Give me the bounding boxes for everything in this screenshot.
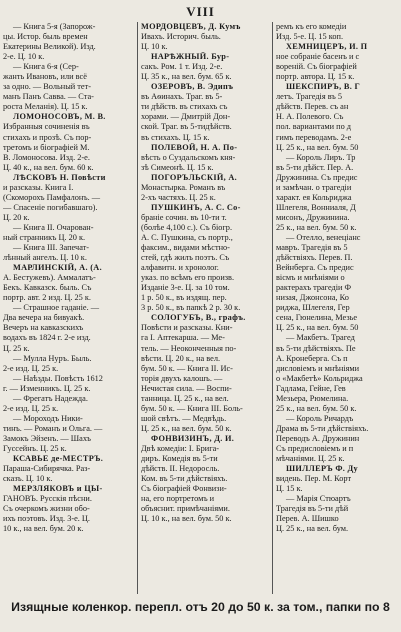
- catalog-line: Ц. 25 к., на вел. бум.: [276, 524, 349, 534]
- catalog-line: А. Кронеберга. Съ п: [276, 353, 348, 363]
- catalog-line: дѣйств. Перев. съ ан: [276, 102, 349, 112]
- catalog-line: алфавитн. и хронолог.: [141, 263, 219, 273]
- catalog-line: Параша-Сибирячка. Раз-: [3, 464, 91, 474]
- catalog-line: бум. 50 к. — Книга III. Боль-: [141, 403, 243, 413]
- catalog-line: 2-е. Ц. 10 к.: [3, 52, 45, 62]
- catalog-line: Перев. А. Шишко: [276, 514, 339, 524]
- catalog-line: — Спасеніе погибавшаго).: [3, 202, 98, 212]
- catalog-line: — Король Лиръ. Тр: [286, 152, 356, 162]
- catalog-line: въ Аѳинахъ. Траг. въ 5-: [141, 92, 223, 102]
- catalog-line: вореній. Съ біографіей: [276, 62, 357, 72]
- column-3: [272, 22, 401, 594]
- catalog-line: ХЕМНИЦЕРЪ, И. П: [286, 42, 368, 52]
- catalog-line: портр. авт. 2 изд. Ц. 25 к.: [3, 293, 91, 303]
- catalog-line: — Фрегатъ Надежда.: [13, 393, 88, 403]
- catalog-line: стей, гдѣ жилъ поэтъ. Съ: [141, 253, 230, 263]
- catalog-line: летъ. Трагедія въ 5: [276, 92, 342, 102]
- catalog-line: ской. Траг. въ 5-тидѣйств.: [141, 122, 232, 132]
- catalog-line: о «Макбетѣ» Кольриджа: [276, 373, 363, 383]
- catalog-line: Н. А. Полевого. Съ: [276, 112, 344, 122]
- catalog-line: танница. Ц. 25 к., на вел.: [141, 393, 229, 403]
- catalog-line: за одно. — Вольный тет-: [3, 82, 91, 92]
- catalog-line: Гадлама, Гейне, Гев: [276, 383, 346, 393]
- catalog-line: 3 р. 50 к., въ папкѣ 2 р. 30 к.: [141, 303, 241, 313]
- catalog-line: цы. Истор. быль времен: [3, 32, 88, 42]
- catalog-line: г. — Изменникъ. Ц. 25 к.: [3, 383, 91, 393]
- catalog-line: тель. — Неоконченныя по-: [141, 343, 237, 353]
- catalog-line: 10 к., на вел. бум. 20 к.: [3, 524, 84, 534]
- catalog-line: Переводъ А. Дружинин: [276, 433, 360, 443]
- catalog-line: пол. вариантами по д: [276, 122, 352, 132]
- catalog-line: указ. по всѣмъ его произв.: [141, 273, 235, 283]
- catalog-line: ПУШКИНЪ, А. С. Со-: [151, 202, 241, 212]
- catalog-line: Трагедія въ 5-ти дѣй: [276, 504, 349, 514]
- catalog-line: риджа, Шлегеля, Гер: [276, 303, 350, 313]
- catalog-line: ихъ поэтовъ. Изд. 3-е. Ц.: [3, 514, 90, 524]
- catalog-line: — Книга II. Очарован-: [13, 222, 94, 232]
- catalog-line: Вечеръ на кавказскихъ: [3, 323, 84, 333]
- catalog-line: сена, Гюнелина, Мезье: [276, 313, 358, 323]
- catalog-line: манъ Панъ Савва. — Ста-: [3, 92, 94, 102]
- catalog-line: вѣсть о Суздальскомъ кня-: [141, 152, 236, 162]
- catalog-line: А. С. Пушкина, съ портр.,: [141, 232, 233, 242]
- catalog-line: третомъ и біографіей М.: [3, 142, 90, 152]
- catalog-line: гимъ переводамъ. 2-е: [276, 132, 352, 142]
- catalog-line: шой свѣтъ. — Медвѣдь.: [141, 413, 227, 423]
- catalog-line: Ц. 10 к., на вел. бум. 50 к.: [141, 514, 232, 524]
- catalog-line: Бекъ. Кавказск. быль. Съ: [3, 283, 92, 293]
- catalog-line: 25 к., на вел. бум. 50 к.: [276, 403, 357, 413]
- catalog-line: Драма въ 5-ти дѣйствіяхъ.: [276, 423, 369, 433]
- catalog-line: видень. Пер. М. Корт: [276, 474, 352, 484]
- catalog-line: Съ біографіей Фонвизи-: [141, 484, 227, 494]
- catalog-line: — Наѣзды. Повѣсть 1612: [13, 373, 103, 383]
- catalog-line: ремъ къ его комедіи: [276, 22, 347, 31]
- catalog-line: факсим., видами мѣстно-: [141, 243, 230, 253]
- column-2: [137, 22, 271, 594]
- catalog-line: на, его портретомъ и: [141, 494, 215, 504]
- catalog-line: 2-хъ частяхъ. Ц. 25 к.: [141, 192, 216, 202]
- catalog-line: въ 5-ти дѣйст. Пер. А.: [276, 162, 354, 172]
- catalog-line: Съ очеркомъ жизни обо-: [3, 504, 90, 514]
- catalog-line: 2-е изд. Ц. 25 к.: [3, 363, 59, 373]
- catalog-line: Екатерины Великой). Изд.: [3, 42, 96, 52]
- catalog-line: — Книга 6-я (Сер-: [13, 62, 79, 72]
- catalog-line: (Скоморохъ Памфалонъ. —: [3, 192, 101, 202]
- catalog-line: Гуссейнъ. Ц. 25 к.: [3, 443, 67, 453]
- catalog-line: ный странникъ Ц. 20 к.: [3, 232, 86, 242]
- catalog-line: ЛѢСКОВЪ Н. Повѣсти: [13, 172, 106, 182]
- catalog-line: Ц. 25 к.: [3, 343, 30, 353]
- catalog-line: Нечистая сила. — Воспи-: [141, 383, 232, 393]
- catalog-line: ШЕКСПИРЪ, В. Г: [286, 82, 361, 92]
- catalog-line: Съ предисловіемъ и п: [276, 443, 354, 453]
- catalog-line: диръ. Комедія въ 5-ти: [141, 454, 218, 464]
- catalog-line: рактерахъ трагедіи Ф: [276, 283, 352, 293]
- catalog-line: ФОНВИЗИНЪ, Д. И.: [151, 433, 235, 443]
- catalog-line: Ц. 20 к.: [3, 212, 30, 222]
- catalog-line: Дружинина. Съ предис: [276, 172, 358, 182]
- catalog-line: дисловіемъ и мнѣніями: [276, 363, 360, 373]
- catalog-line: НАРѢЖНЫЙ. Бур-: [151, 52, 230, 62]
- catalog-line: стихахъ и прозѣ. Съ пор-: [3, 132, 92, 142]
- catalog-line: хорами. — Дмитрій Дон-: [141, 112, 231, 122]
- catalog-line: Ц. 40 к., на вел. бум. 60 к.: [3, 162, 94, 172]
- catalog-line: браніе сочин. въ 10-ти т.: [141, 212, 227, 222]
- catalog-line: Ц. 15 к.: [276, 484, 303, 494]
- catalog-line: ПОГОРЪЛЬСКІЙ, А.: [151, 172, 238, 182]
- catalog-line: ти дѣйств. въ стихахъ съ: [141, 102, 228, 112]
- catalog-line: характ. ея Кольриджа: [276, 192, 352, 202]
- catalog-line: А. Бестужевъ). Аммалатъ-: [3, 273, 96, 283]
- catalog-line: ПОЛЕВОЙ, Н. А. По-: [151, 142, 238, 152]
- catalog-line: МОРДОВЦЕВЪ, Д. Кумъ: [141, 22, 241, 31]
- catalog-line: — Мулла Нуръ. Быль.: [13, 353, 92, 363]
- catalog-line: Ивахъ. Историч. быль.: [141, 32, 221, 42]
- catalog-line: и разсказы. Книга I.: [3, 182, 74, 192]
- catalog-line: ное собраніе басенъ и с: [276, 52, 360, 62]
- catalog-line: — Отелло, венеціанс: [286, 232, 361, 242]
- catalog-line: дѣйствіяхъ. Перев. П.: [276, 253, 353, 263]
- catalog-line: сакъ. Ром. 1 т. Изд. 2-е.: [141, 62, 223, 72]
- catalog-line: Ц. 25 к., на вел. бум. 50: [276, 142, 359, 152]
- catalog-line: лѣнный ангелъ. Ц. 10 к.: [3, 253, 87, 263]
- catalog-line: ОЗЕРОВЪ, В. Эдипъ: [151, 82, 234, 92]
- catalog-line: СОЛОГУБЪ, В., графъ.: [151, 313, 246, 323]
- catalog-line: Избранныя сочиненія въ: [3, 122, 90, 132]
- catalog-line: Вейнберга. Съ предис: [276, 263, 354, 273]
- catalog-line: ГАНОВЪ. Русскія пѣсни.: [3, 494, 92, 504]
- catalog-line: Ц. 10 к.: [141, 42, 168, 52]
- catalog-line: роста Меланія). Ц. 15 к.: [3, 102, 88, 112]
- catalog-line: ЛОМОНОСОВЪ, М. В.: [13, 112, 106, 122]
- catalog-line: зѣ Симеонѣ. Ц. 15 к.: [141, 162, 214, 172]
- catalog-line: объяснит. примѣчаніями.: [141, 504, 230, 514]
- catalog-line: — Книга III. Запечат-: [13, 243, 90, 253]
- catalog-line: МЕРЗЛЯКОВЪ и ЦЫ-: [13, 484, 103, 494]
- column-1: [3, 22, 131, 594]
- catalog-line: Монастырка. Романъ въ: [141, 182, 226, 192]
- catalog-line: торія двухъ калошъ. —: [141, 373, 223, 383]
- catalog-line: тинъ. — Романъ и Ольга. —: [3, 423, 103, 433]
- catalog-line: Замокъ Эйзенъ. — Шахъ: [3, 433, 91, 443]
- catalog-line: сказъ. Ц. 10 к.: [3, 474, 53, 484]
- catalog-line: — Марія Стюартъ: [286, 494, 351, 504]
- catalog-line: — Книга 5-я (Запорож-: [13, 22, 96, 31]
- catalog-line: Шлегеля, Вонниаля, Д: [276, 202, 356, 212]
- catalog-line: въ стихахъ. Ц. 15 к.: [141, 132, 210, 142]
- catalog-line: КСАВЬЕ де-МЕСТРЪ.: [13, 454, 104, 464]
- catalog-line: (болѣе 4,100 с.). Съ біогр.: [141, 222, 233, 232]
- catalog-line: МАРЛИНСКІЙ, А. (А.: [13, 263, 102, 273]
- catalog-line: — Макбетъ. Трагед: [286, 333, 355, 343]
- catalog-line: Ц. 35 к., на вел. бум. 65 к.: [141, 72, 232, 82]
- catalog-line: Двѣ комедіи: I. Брига-: [141, 443, 220, 453]
- catalog-line: — Король Ричардъ: [286, 413, 354, 423]
- catalog-line: жанть Ивановъ, или всё: [3, 72, 87, 82]
- catalog-line: въ 5-ти дѣйствіяхъ. Пе: [276, 343, 356, 353]
- catalog-line: дѣйств. II. Недоросль.: [141, 464, 220, 474]
- catalog-line: вѣсти. Ц. 20 к., на вел.: [141, 353, 221, 363]
- catalog-line: — Страшное гаданіе. —: [13, 303, 100, 313]
- catalog-line: мѣчаніями. Ц. 25 к.: [276, 454, 345, 464]
- catalog-line: Ц. 25 к., на вел. бум. 50 к.: [141, 423, 232, 433]
- catalog-line: и замѣчан. о трагедіи: [276, 182, 352, 192]
- catalog-line: Повѣсти и разсказы. Кни-: [141, 323, 233, 333]
- catalog-line: В. Ломоносова. Изд. 2-е.: [3, 152, 90, 162]
- catalog-line: Изд. 5-е. Ц. 15 коп.: [276, 32, 344, 42]
- catalog-line: Ком. въ 5-ти дѣйствіяхъ.: [141, 474, 228, 484]
- catalog-line: 25 к., на вел. бум. 50 к.: [276, 222, 357, 232]
- catalog-line: вісмъ и мнѣніями о: [276, 273, 345, 283]
- catalog-line: 1 р. 50 к., въ издящ. пер.: [141, 293, 227, 303]
- catalog-line: мавръ. Трагедія въ 5: [276, 243, 348, 253]
- page-number: VIII: [186, 4, 215, 19]
- catalog-line: Два вечера на бивуакѣ.: [3, 313, 85, 323]
- footer-binding-note: Изящные коленкор. перепл. отъ 20 до 50 к. за том., папки по 8: [11, 600, 390, 614]
- catalog-line: низая, Джонсона, Ко: [276, 293, 349, 303]
- catalog-line: мисонъ, Дружинина.: [276, 212, 350, 222]
- catalog-line: бум. 50 к. — Книга II. Ис-: [141, 363, 233, 373]
- catalog-line: Ц. 25 к., на вел. бум. 50: [276, 323, 359, 333]
- catalog-line: Мезьера, Рюмелина.: [276, 393, 349, 403]
- catalog-line: портр. автора. Ц. 15 к.: [276, 72, 355, 82]
- catalog-line: водахъ въ 1824 г. 2-е изд.: [3, 333, 91, 343]
- catalog-line: Изданіе 3-е. Ц. за 10 том.: [141, 283, 230, 293]
- catalog-line: 2-е изд. Ц. 25 к.: [3, 403, 59, 413]
- catalog-line: ШИЛЛЕРЪ Ф. Ду: [286, 464, 358, 474]
- catalog-line: — Мороходъ Ники-: [13, 413, 83, 423]
- catalog-line: га I. Аптекарша. — Ме-: [141, 333, 225, 343]
